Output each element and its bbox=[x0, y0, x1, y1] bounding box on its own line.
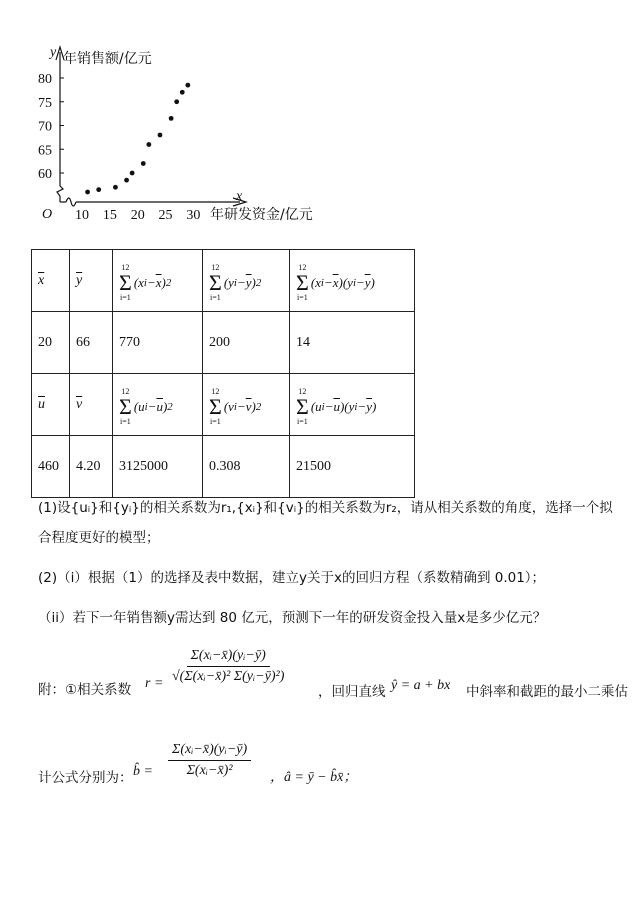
regression-line-equation: ŷ = a + bx bbox=[391, 678, 451, 693]
table-cell: $\overline{y}$ bbox=[70, 250, 113, 312]
table-cell: 200 bbox=[203, 312, 290, 374]
x-axis-letter: x bbox=[236, 189, 243, 204]
x-tick-label: 25 bbox=[158, 208, 173, 223]
r-denominator: √(Σ(xᵢ−x̄)² Σ(yᵢ−ȳ)²) bbox=[172, 669, 285, 684]
data-point bbox=[141, 161, 146, 166]
statistics-table bbox=[31, 249, 415, 498]
data-point bbox=[174, 99, 179, 104]
data-point bbox=[130, 171, 135, 176]
data-point bbox=[169, 116, 174, 121]
data-point bbox=[158, 133, 163, 138]
table-row bbox=[32, 436, 415, 498]
table-cell: 770 bbox=[113, 312, 203, 374]
x-tick-label: 15 bbox=[102, 208, 117, 223]
appendix-tail: 中斜率和截距的最小二乘估 bbox=[466, 684, 628, 700]
data-point bbox=[113, 185, 118, 190]
x-tick-label: 30 bbox=[186, 208, 201, 223]
scatter-chart bbox=[0, 0, 642, 240]
b-hat-equals: b̂ = bbox=[133, 764, 153, 779]
table-cell: 0.308 bbox=[203, 436, 290, 498]
data-point bbox=[85, 190, 90, 195]
question-1-line-1: (1)设{uᵢ}和{yᵢ}的相关系数为r₁,{xᵢ}和{vᵢ}的相关系数为r₂，请从相关系数的角度，选择一个拟 bbox=[38, 500, 613, 516]
question-2-part-ii: （ii）若下一年销售额y需达到 80 亿元，预测下一年的研发资金投入量x是多少亿元？ bbox=[38, 610, 547, 626]
x-axis-break bbox=[66, 198, 76, 206]
table-cell: 12 Σ i=1 (u i − $\overline{u}$ ) 2 bbox=[113, 374, 203, 436]
b-hat-formula bbox=[168, 742, 251, 779]
r-numerator: Σ(xᵢ−x̄)(yᵢ−ȳ) bbox=[187, 648, 270, 667]
data-point bbox=[96, 187, 101, 192]
data-point bbox=[185, 83, 190, 88]
table-cell: $\overline{x}$ bbox=[32, 250, 70, 312]
r-formula bbox=[172, 648, 284, 685]
table-cell: 20 bbox=[32, 312, 70, 374]
y-tick-label: 80 bbox=[38, 72, 52, 87]
table-cell: 460 bbox=[32, 436, 70, 498]
data-point bbox=[180, 90, 185, 95]
b-denominator: Σ(xᵢ−x̄)² bbox=[186, 763, 233, 778]
y-axis-letter: y bbox=[50, 45, 57, 60]
r-equals: r = bbox=[145, 676, 164, 691]
origin-label: O bbox=[42, 207, 53, 222]
table-cell: 3125000 bbox=[113, 436, 203, 498]
question-1-line-2: 合程度更好的模型； bbox=[38, 530, 160, 546]
x-tick-label: 10 bbox=[75, 208, 89, 223]
table-row bbox=[32, 250, 415, 312]
appendix-lead-2: 计公式分别为： bbox=[38, 770, 133, 786]
table-cell: $\overline{v}$ bbox=[70, 374, 113, 436]
table-cell: 4.20 bbox=[70, 436, 113, 498]
question-2-part-i: (2)（i）根据（1）的选择及表中数据，建立y关于x的回归方程（系数精确到 0.01）； bbox=[38, 570, 546, 586]
table-cell: 66 bbox=[70, 312, 113, 374]
x-axis-label: 年研发资金/亿元 bbox=[210, 207, 313, 223]
b-numerator: Σ(xᵢ−x̄)(yᵢ−ȳ) bbox=[168, 742, 251, 761]
a-hat-formula: ，â = ȳ − b̂x̄； bbox=[270, 770, 358, 785]
table-cell: 12 Σ i=1 (y i − $\overline{y}$ ) 2 bbox=[203, 250, 290, 312]
table-cell: 12 Σ i=1 (x i − $\overline{x}$ )(y i − $\overline{y}$ ) bbox=[290, 250, 415, 312]
appendix-mid: ，回归直线 bbox=[318, 684, 386, 700]
table-cell: 12 Σ i=1 (u i − $\overline{u}$ )(y i − $\overline{y}$ ) bbox=[290, 374, 415, 436]
table-cell: 14 bbox=[290, 312, 415, 374]
y-tick-label: 60 bbox=[38, 167, 52, 182]
data-point bbox=[124, 178, 129, 183]
table-row bbox=[32, 312, 415, 374]
table-cell: 12 Σ i=1 (x i − $\overline{x}$ ) 2 bbox=[113, 250, 203, 312]
x-tick-label: 20 bbox=[130, 208, 145, 223]
y-axis-break bbox=[57, 186, 63, 196]
y-tick-label: 75 bbox=[38, 95, 52, 111]
table-cell: 21500 bbox=[290, 436, 415, 498]
y-tick-label: 65 bbox=[38, 143, 52, 159]
data-point bbox=[146, 142, 151, 147]
table-cell: $\overline{u}$ bbox=[32, 374, 70, 436]
table-row bbox=[32, 374, 415, 436]
chart-axes bbox=[56, 47, 246, 206]
chart-ticks bbox=[38, 72, 200, 223]
y-axis-label: 年销售额/亿元 bbox=[63, 51, 152, 67]
table-cell: 12 Σ i=1 (v i − $\overline{v}$ ) 2 bbox=[203, 374, 290, 436]
y-tick-label: 70 bbox=[38, 119, 52, 135]
appendix-lead: 附：①相关系数 bbox=[38, 682, 132, 698]
chart-points bbox=[85, 83, 190, 195]
